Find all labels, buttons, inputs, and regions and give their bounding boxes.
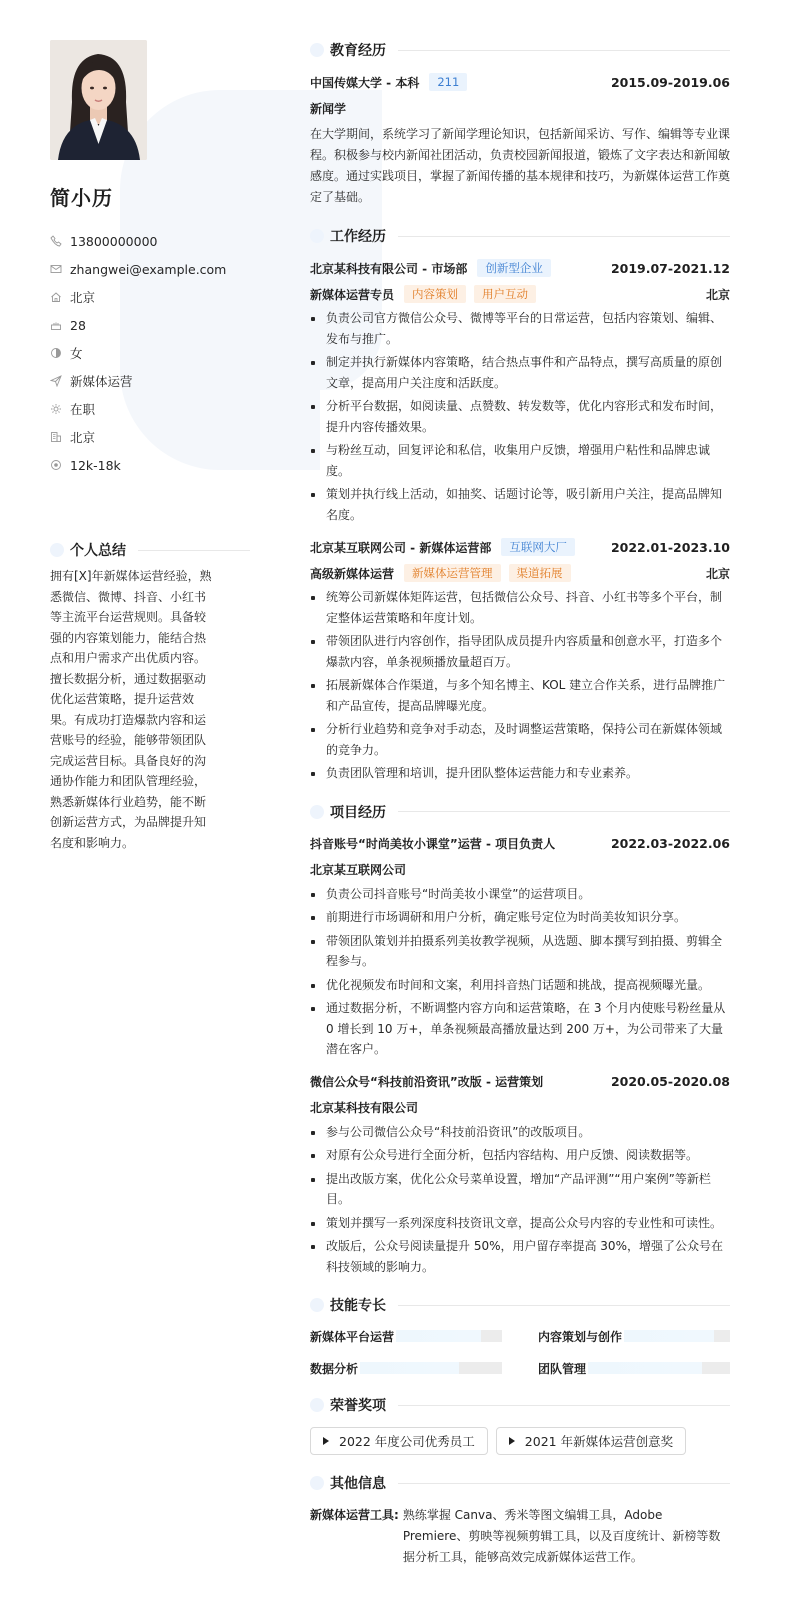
work-head: [310, 537, 730, 557]
info-text: 12k-18k: [70, 457, 121, 473]
info-salary: [50, 451, 250, 479]
phone-icon: [50, 235, 62, 247]
section-dot-icon: [310, 1298, 324, 1312]
skill-name: 内容策划与创作: [538, 1329, 623, 1344]
list-item: 分析行业趋势和竞争对手动态，及时调整运营策略，保持公司在新媒体领域的竞争力。: [310, 719, 730, 760]
school-tag: 211: [429, 73, 467, 91]
avatar: [50, 40, 147, 160]
info-text: 北京: [70, 290, 96, 305]
company-name: 北京某互联网公司 - 新媒体运营部: [310, 540, 492, 555]
award-chip: 2022 年度公司优秀员工: [310, 1427, 488, 1455]
project-org: 北京某互联网公司: [310, 863, 407, 877]
info-text: 在职: [70, 402, 96, 417]
info-text: 北京: [70, 430, 96, 445]
summary-text: 拥有[X]年新媒体运营经验，熟悉微信、微博、抖音、小红书等主流平台运营规则。具备较强的内容策划能力，能结合热点和用户需求产出优质内容。擅长数据分析，通过数据驱动优化运营策略，提升运营效果。有成功打造爆款内容和运营账号的经验，能够带领团队完成运营目标。具备良好的沟通协作能力和团队管理经验，熟悉新媒体行业趋势，能不断创新运营方式，为品牌提升知名度和影响力。: [50, 569, 212, 850]
info-text: zhangwei@example.com: [70, 261, 227, 277]
info-text: 新媒体运营: [70, 374, 133, 389]
list-item: 分析平台数据，如阅读量、点赞数、转发数等，优化内容形式和发布时间，提升内容传播效果。: [310, 396, 730, 437]
work-section: [310, 226, 730, 784]
skills-grid: [310, 1327, 730, 1377]
company-name: 北京某科技有限公司 - 市场部: [310, 261, 468, 276]
work-item: [310, 258, 730, 525]
project-section-title: 项目经历: [310, 802, 730, 822]
work-bullets: [310, 308, 730, 525]
list-item: 统筹公司新媒体矩阵运营，包括微信公众号、抖音、小红书等多个平台，制定整体运营策略和年度计划。: [310, 587, 730, 628]
role-tag: 新媒体运营管理: [404, 564, 501, 582]
divider: [398, 1305, 730, 1306]
main-column: [310, 40, 730, 1568]
skill-bar: [396, 1330, 502, 1342]
role-tag: 渠道拓展: [509, 564, 571, 582]
salary-icon: [50, 459, 62, 471]
skill-bar-fill: [588, 1362, 702, 1374]
project-item: [310, 1072, 730, 1278]
award-chip: 2021 年新媒体运营创意奖: [496, 1427, 686, 1455]
education-date: 2015.09-2019.06: [610, 74, 730, 90]
other-value: 熟练掌握 Canva、秀米等图文编辑工具，Adobe Premiere、剪映等视频剪辑工具，以及百度统计、新榜等数据分析工具，能够高效完成新媒体运营工作。: [402, 1508, 721, 1564]
education-section-title: 教育经历: [310, 40, 730, 60]
other-section-title: 其他信息: [310, 1473, 730, 1493]
skill-item: [538, 1327, 730, 1345]
list-item: 负责团队管理和培训，提升团队整体运营能力和专业素养。: [310, 763, 730, 784]
home-icon: [50, 291, 62, 303]
education-section: [310, 40, 730, 208]
list-item: 带领团队策划并拍摄系列美妆教学视频，从选题、脚本撰写到拍摄、剪辑全程参与。: [310, 931, 730, 972]
role-name: 新媒体运营专员: [310, 287, 395, 302]
info-phone: [50, 227, 250, 255]
work-city: 北京: [705, 566, 730, 581]
list-item: 前期进行市场调研和用户分析，确定账号定位为时尚美妆知识分享。: [310, 907, 730, 928]
project-head: [310, 1072, 730, 1092]
project-bullets: [310, 1122, 730, 1278]
skill-bar: [588, 1362, 730, 1374]
list-item: 策划并撰写一系列深度科技资讯文章，提高公众号内容的专业性和可读性。: [310, 1213, 730, 1234]
project-head: [310, 834, 730, 854]
list-item: 对原有公众号进行全面分析，包括内容结构、用户反馈、阅读数据等。: [310, 1145, 730, 1166]
list-item: 策划并执行线上活动，如抽奖、话题讨论等，吸引新用户关注，提高品牌知名度。: [310, 484, 730, 525]
skills-section-title: 技能专长: [310, 1295, 730, 1315]
list-item: 与粉丝互动，回复评论和私信，收集用户反馈，增强用户粘性和品牌忠诚度。: [310, 440, 730, 481]
list-item: 带领团队进行内容创作，指导团队成员提升内容质量和创意水平，打造多个爆款内容，单条视频播放量超百万。: [310, 631, 730, 672]
skill-item: [310, 1359, 502, 1377]
education-major: 新闻学: [310, 101, 347, 116]
info-email: [50, 255, 250, 283]
project-bullets: [310, 884, 730, 1060]
skill-name: 新媒体平台运营: [310, 1329, 395, 1344]
skill-bar: [624, 1330, 730, 1342]
role-tag: 内容策划: [404, 285, 466, 303]
work-date: 2019.07-2021.12: [610, 260, 730, 276]
summary-section-title: 个人总结: [50, 540, 250, 560]
section-dot-icon: [310, 43, 324, 57]
play-icon: [509, 1437, 515, 1445]
skill-name: 数据分析: [310, 1361, 359, 1376]
section-dot-icon: [310, 1476, 324, 1490]
work-city: 北京: [705, 287, 730, 302]
list-item: 负责公司抖音账号“时尚美妆小课堂”的运营项目。: [310, 884, 730, 905]
divider: [398, 50, 730, 51]
work-item: [310, 537, 730, 784]
cake-icon: [50, 319, 62, 331]
divider: [398, 811, 730, 812]
info-text: 28: [70, 317, 86, 333]
awards-section: [310, 1395, 730, 1455]
skill-item: [310, 1327, 502, 1345]
skill-bar-fill: [624, 1330, 714, 1342]
list-item: 负责公司官方微信公众号、微博等平台的日常运营，包括内容策划、编辑、发布与推广。: [310, 308, 730, 349]
company-tag: 创新型企业: [477, 259, 551, 277]
info-city: [50, 423, 250, 451]
portrait-photo: [50, 40, 147, 160]
section-dot-icon: [310, 229, 324, 243]
project-section: [310, 802, 730, 1278]
info-age: [50, 311, 250, 339]
project-name: 微信公众号“科技前沿资讯”改版 - 运营策划: [310, 1075, 544, 1089]
project-date: 2020.05-2020.08: [610, 1074, 730, 1089]
project-org: 北京某科技有限公司: [310, 1101, 419, 1115]
play-icon: [323, 1437, 329, 1445]
skill-item: [538, 1359, 730, 1377]
work-role-row: [310, 284, 730, 304]
other-key: 新媒体运营工具:: [310, 1508, 399, 1522]
divider: [398, 1405, 730, 1406]
gender-icon: [50, 347, 62, 359]
project-item: [310, 834, 730, 1060]
skill-bar: [360, 1362, 502, 1374]
status-icon: [50, 403, 62, 415]
awards-section-title: 荣誉奖项: [310, 1395, 730, 1415]
section-dot-icon: [310, 805, 324, 819]
awards-list: [310, 1427, 730, 1455]
work-date: 2022.01-2023.10: [610, 539, 730, 555]
contact-info: [50, 227, 250, 479]
skills-section: [310, 1295, 730, 1377]
role-name: 高级新媒体运营: [310, 566, 395, 581]
divider: [138, 550, 250, 551]
project-date: 2022.03-2022.06: [610, 836, 730, 851]
list-item: 提出改版方案，优化公众号菜单设置，增加“产品评测”“用户案例”等新栏目。: [310, 1169, 730, 1210]
skill-bar-fill: [396, 1330, 481, 1342]
info-position: [50, 367, 250, 395]
info-text: 女: [70, 346, 83, 361]
company-tag: 互联网大厂: [501, 538, 575, 556]
section-dot-icon: [310, 1398, 324, 1412]
list-item: 参与公司微信公众号“科技前沿资讯”的改版项目。: [310, 1122, 730, 1143]
divider: [398, 236, 730, 237]
education-desc: 在大学期间，系统学习了新闻学理论知识，包括新闻采访、写作、编辑等专业课程。积极参与校内新闻社团活动，负责校园新闻报道，锻炼了文字表达和新闻敏感度。通过实践项目，掌握了新闻传播的基本规律和技巧，为新媒体运营工作奠定了基础。: [310, 127, 731, 204]
profile-column: [50, 40, 250, 479]
list-item: 优化视频发布时间和文案，利用抖音热门话题和挑战，提高视频曝光量。: [310, 975, 730, 996]
other-info: [310, 1505, 730, 1568]
info-address: [50, 283, 250, 311]
work-section-title: 工作经历: [310, 226, 730, 246]
work-head: [310, 258, 730, 278]
skill-bar-fill: [360, 1362, 459, 1374]
school-name: 中国传媒大学 - 本科: [310, 75, 420, 90]
project-name: 抖音账号“时尚美妆小课堂”运营 - 项目负责人: [310, 837, 556, 851]
education-head: [310, 72, 730, 92]
skill-name: 团队管理: [538, 1361, 587, 1376]
other-section: [310, 1473, 730, 1568]
info-status: [50, 395, 250, 423]
list-item: 通过数据分析，不断调整内容方向和运营策略，在 3 个月内使账号粉丝量从 0 增长到 10 万+，单条视频最高播放量达到 200 万+，为公司带来了大量潜在客户。: [310, 998, 730, 1060]
person-name: 简小历: [50, 186, 113, 210]
info-gender: [50, 339, 250, 367]
send-icon: [50, 375, 62, 387]
divider: [398, 1483, 730, 1484]
work-bullets: [310, 587, 730, 784]
work-role-row: [310, 563, 730, 583]
info-text: 13800000000: [70, 233, 158, 249]
section-dot-icon: [50, 543, 64, 557]
building-icon: [50, 431, 62, 443]
role-tag: 用户互动: [474, 285, 536, 303]
list-item: 改版后，公众号阅读量提升 50%，用户留存率提高 30%，增强了公众号在科技领域的影响力。: [310, 1236, 730, 1277]
list-item: 拓展新媒体合作渠道，与多个知名博主、KOL 建立合作关系，进行品牌推广和产品宣传，提高品牌曝光度。: [310, 675, 730, 716]
list-item: 制定并执行新媒体内容策略，结合热点事件和产品特点，撰写高质量的原创文章，提高用户关注度和活跃度。: [310, 352, 730, 393]
mail-icon: [50, 263, 62, 275]
